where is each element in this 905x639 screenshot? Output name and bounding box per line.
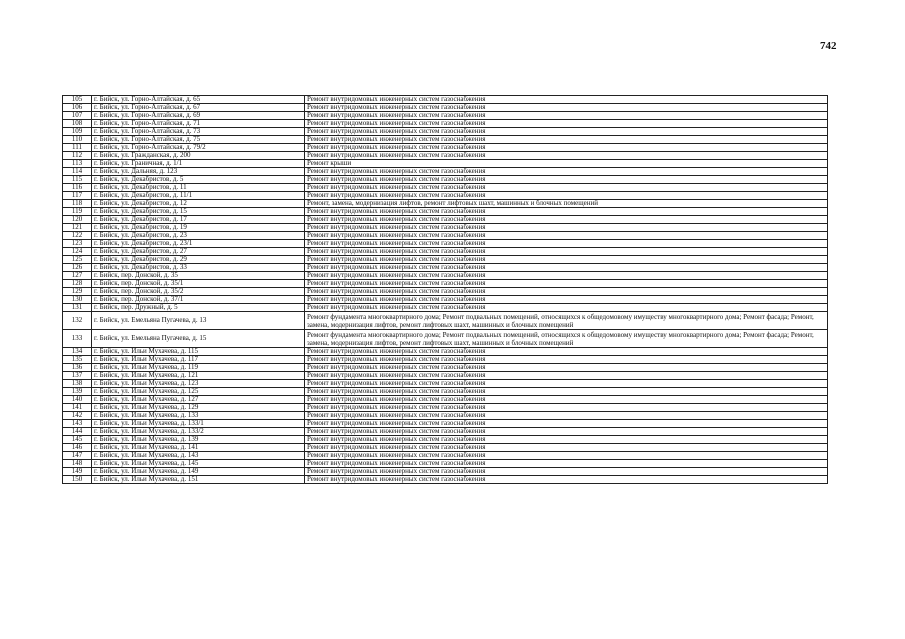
page-number: 742 — [820, 40, 837, 52]
table-row — [63, 404, 828, 412]
work-type-cell: Ремонт внутридомовых инженерных систем газоснабжения — [305, 356, 828, 364]
table-row — [63, 288, 828, 296]
row-number-cell: 117 — [63, 192, 92, 200]
table-row — [63, 436, 828, 444]
work-type-cell: Ремонт внутридомовых инженерных систем газоснабжения — [305, 468, 828, 476]
work-type-cell: Ремонт внутридомовых инженерных систем газоснабжения — [305, 296, 828, 304]
address-cell: г. Бийск, ул. Горно-Алтайская, д. 79/2 — [92, 144, 305, 152]
table-row — [63, 240, 828, 248]
table-row — [63, 104, 828, 112]
row-number-cell: 110 — [63, 136, 92, 144]
work-type-cell: Ремонт, замена, модернизация лифтов, ремонт лифтовых шахт, машинных и блочных помещений — [305, 200, 828, 208]
address-cell: г. Бийск, ул. Ильи Мухачева, д. 133/1 — [92, 420, 305, 428]
work-type-cell: Ремонт внутридомовых инженерных систем газоснабжения — [305, 232, 828, 240]
work-type-cell: Ремонт внутридомовых инженерных систем газоснабжения — [305, 224, 828, 232]
table-row — [63, 128, 828, 136]
table-row — [63, 452, 828, 460]
row-number-cell: 113 — [63, 160, 92, 168]
works-table-container — [62, 95, 828, 484]
row-number-cell: 107 — [63, 112, 92, 120]
work-type-cell: Ремонт внутридомовых инженерных систем газоснабжения — [305, 216, 828, 224]
address-cell: г. Бийск, ул. Дальняя, д. 123 — [92, 168, 305, 176]
address-cell: г. Бийск, ул. Декабристов, д. 17 — [92, 216, 305, 224]
table-row — [63, 184, 828, 192]
row-number-cell: 122 — [63, 232, 92, 240]
address-cell: г. Бийск, ул. Ильи Мухачева, д. 133 — [92, 412, 305, 420]
table-row — [63, 232, 828, 240]
work-type-cell: Ремонт внутридомовых инженерных систем газоснабжения — [305, 176, 828, 184]
table-row — [63, 364, 828, 372]
address-cell: г. Бийск, ул. Декабристов, д. 29 — [92, 256, 305, 264]
address-cell: г. Бийск, пер. Донской, д. 35 — [92, 272, 305, 280]
address-cell: г. Бийск, ул. Ильи Мухачева, д. 127 — [92, 396, 305, 404]
row-number-cell: 128 — [63, 280, 92, 288]
table-row — [63, 144, 828, 152]
table-row — [63, 192, 828, 200]
row-number-cell: 120 — [63, 216, 92, 224]
address-cell: г. Бийск, пер. Донской, д. 37/1 — [92, 296, 305, 304]
table-row — [63, 272, 828, 280]
address-cell: г. Бийск, ул. Ильи Мухачева, д. 141 — [92, 444, 305, 452]
row-number-cell: 143 — [63, 420, 92, 428]
work-type-cell: Ремонт фундамента многоквартирного дома; Ремонт подвальных помещений, относящихся к общедомовому имуществу многоквартирного дома; Ремонт фасада; Ремонт, замена, модернизация лифтов, ремонт лифтовых шахт, машинных и блочных помещений — [305, 330, 828, 348]
row-number-cell: 133 — [63, 330, 92, 348]
work-type-cell: Ремонт внутридомовых инженерных систем газоснабжения — [305, 372, 828, 380]
work-type-cell: Ремонт внутридомовых инженерных систем газоснабжения — [305, 264, 828, 272]
work-type-cell: Ремонт внутридомовых инженерных систем газоснабжения — [305, 304, 828, 312]
table-row — [63, 160, 828, 168]
address-cell: г. Бийск, ул. Ильи Мухачева, д. 123 — [92, 380, 305, 388]
table-row — [63, 312, 828, 330]
address-cell: г. Бийск, ул. Ильи Мухачева, д. 117 — [92, 356, 305, 364]
row-number-cell: 135 — [63, 356, 92, 364]
work-type-cell: Ремонт внутридомовых инженерных систем газоснабжения — [305, 452, 828, 460]
work-type-cell: Ремонт внутридомовых инженерных систем газоснабжения — [305, 388, 828, 396]
work-type-cell: Ремонт внутридомовых инженерных систем газоснабжения — [305, 272, 828, 280]
address-cell: г. Бийск, ул. Декабристов, д. 5 — [92, 176, 305, 184]
row-number-cell: 124 — [63, 248, 92, 256]
address-cell: г. Бийск, пер. Донской, д. 35/2 — [92, 288, 305, 296]
table-row — [63, 224, 828, 232]
row-number-cell: 119 — [63, 208, 92, 216]
row-number-cell: 141 — [63, 404, 92, 412]
address-cell: г. Бийск, ул. Ильи Мухачева, д. 115 — [92, 348, 305, 356]
work-type-cell: Ремонт внутридомовых инженерных систем газоснабжения — [305, 104, 828, 112]
row-number-cell: 136 — [63, 364, 92, 372]
address-cell: г. Бийск, ул. Горно-Алтайская, д. 69 — [92, 112, 305, 120]
address-cell: г. Бийск, пер. Донской, д. 35/1 — [92, 280, 305, 288]
work-type-cell: Ремонт внутридомовых инженерных систем газоснабжения — [305, 112, 828, 120]
table-row — [63, 120, 828, 128]
work-type-cell: Ремонт внутридомовых инженерных систем газоснабжения — [305, 248, 828, 256]
table-row — [63, 296, 828, 304]
address-cell: г. Бийск, ул. Декабристов, д. 11 — [92, 184, 305, 192]
work-type-cell: Ремонт внутридомовых инженерных систем газоснабжения — [305, 404, 828, 412]
address-cell: г. Бийск, ул. Декабристов, д. 33 — [92, 264, 305, 272]
table-row — [63, 264, 828, 272]
row-number-cell: 116 — [63, 184, 92, 192]
row-number-cell: 149 — [63, 468, 92, 476]
row-number-cell: 147 — [63, 452, 92, 460]
work-type-cell: Ремонт внутридомовых инженерных систем газоснабжения — [305, 168, 828, 176]
work-type-cell: Ремонт внутридомовых инженерных систем газоснабжения — [305, 240, 828, 248]
table-row — [63, 468, 828, 476]
work-type-cell: Ремонт внутридомовых инженерных систем газоснабжения — [305, 144, 828, 152]
row-number-cell: 125 — [63, 256, 92, 264]
row-number-cell: 108 — [63, 120, 92, 128]
address-cell: г. Бийск, ул. Гражданская, д. 200 — [92, 152, 305, 160]
address-cell: г. Бийск, ул. Декабристов, д. 15 — [92, 208, 305, 216]
works-table — [62, 95, 828, 484]
row-number-cell: 109 — [63, 128, 92, 136]
row-number-cell: 132 — [63, 312, 92, 330]
work-type-cell: Ремонт внутридомовых инженерных систем газоснабжения — [305, 136, 828, 144]
work-type-cell: Ремонт внутридомовых инженерных систем газоснабжения — [305, 380, 828, 388]
table-row — [63, 460, 828, 468]
table-row — [63, 444, 828, 452]
table-row — [63, 348, 828, 356]
table-row — [63, 112, 828, 120]
address-cell: г. Бийск, ул. Горно-Алтайская, д. 73 — [92, 128, 305, 136]
address-cell: г. Бийск, ул. Горно-Алтайская, д. 71 — [92, 120, 305, 128]
address-cell: г. Бийск, ул. Ильи Мухачева, д. 121 — [92, 372, 305, 380]
address-cell: г. Бийск, ул. Ильи Мухачева, д. 129 — [92, 404, 305, 412]
row-number-cell: 129 — [63, 288, 92, 296]
row-number-cell: 118 — [63, 200, 92, 208]
row-number-cell: 138 — [63, 380, 92, 388]
work-type-cell: Ремонт внутридомовых инженерных систем газоснабжения — [305, 120, 828, 128]
address-cell: г. Бийск, ул. Ильи Мухачева, д. 151 — [92, 476, 305, 484]
table-row — [63, 412, 828, 420]
work-type-cell: Ремонт внутридомовых инженерных систем газоснабжения — [305, 396, 828, 404]
row-number-cell: 134 — [63, 348, 92, 356]
address-cell: г. Бийск, ул. Ильи Мухачева, д. 149 — [92, 468, 305, 476]
table-row — [63, 356, 828, 364]
address-cell: г. Бийск, ул. Горно-Алтайская, д. 65 — [92, 96, 305, 104]
address-cell: г. Бийск, ул. Ильи Мухачева, д. 139 — [92, 436, 305, 444]
row-number-cell: 115 — [63, 176, 92, 184]
row-number-cell: 114 — [63, 168, 92, 176]
address-cell: г. Бийск, ул. Ильи Мухачева, д. 143 — [92, 452, 305, 460]
table-row — [63, 176, 828, 184]
row-number-cell: 126 — [63, 264, 92, 272]
row-number-cell: 142 — [63, 412, 92, 420]
table-row — [63, 420, 828, 428]
work-type-cell: Ремонт внутридомовых инженерных систем газоснабжения — [305, 288, 828, 296]
table-row — [63, 380, 828, 388]
table-row — [63, 280, 828, 288]
table-row — [63, 168, 828, 176]
table-row — [63, 208, 828, 216]
work-type-cell: Ремонт внутридомовых инженерных систем газоснабжения — [305, 444, 828, 452]
address-cell: г. Бийск, ул. Ильи Мухачева, д. 125 — [92, 388, 305, 396]
table-row — [63, 476, 828, 484]
work-type-cell: Ремонт внутридомовых инженерных систем газоснабжения — [305, 476, 828, 484]
address-cell: г. Бийск, ул. Ильи Мухачева, д. 119 — [92, 364, 305, 372]
work-type-cell: Ремонт внутридомовых инженерных систем газоснабжения — [305, 256, 828, 264]
row-number-cell: 144 — [63, 428, 92, 436]
address-cell: г. Бийск, ул. Емельяна Пугачева, д. 13 — [92, 312, 305, 330]
table-row — [63, 428, 828, 436]
table-row — [63, 96, 828, 104]
address-cell: г. Бийск, ул. Декабристов, д. 23/1 — [92, 240, 305, 248]
table-row — [63, 396, 828, 404]
work-type-cell: Ремонт внутридомовых инженерных систем газоснабжения — [305, 348, 828, 356]
address-cell: г. Бийск, ул. Декабристов, д. 23 — [92, 232, 305, 240]
work-type-cell: Ремонт внутридомовых инженерных систем газоснабжения — [305, 428, 828, 436]
work-type-cell: Ремонт внутридомовых инженерных систем газоснабжения — [305, 192, 828, 200]
works-table-body — [63, 96, 828, 484]
address-cell: г. Бийск, ул. Ильи Мухачева, д. 145 — [92, 460, 305, 468]
row-number-cell: 130 — [63, 296, 92, 304]
table-row — [63, 152, 828, 160]
table-row — [63, 200, 828, 208]
row-number-cell: 150 — [63, 476, 92, 484]
table-row — [63, 256, 828, 264]
address-cell: г. Бийск, ул. Горно-Алтайская, д. 75 — [92, 136, 305, 144]
row-number-cell: 139 — [63, 388, 92, 396]
table-row — [63, 330, 828, 348]
work-type-cell: Ремонт внутридомовых инженерных систем газоснабжения — [305, 280, 828, 288]
row-number-cell: 145 — [63, 436, 92, 444]
row-number-cell: 127 — [63, 272, 92, 280]
row-number-cell: 123 — [63, 240, 92, 248]
table-row — [63, 248, 828, 256]
table-row — [63, 136, 828, 144]
row-number-cell: 140 — [63, 396, 92, 404]
work-type-cell: Ремонт внутридомовых инженерных систем газоснабжения — [305, 412, 828, 420]
address-cell: г. Бийск, ул. Горно-Алтайская, д. 67 — [92, 104, 305, 112]
address-cell: г. Бийск, ул. Декабристов, д. 12 — [92, 200, 305, 208]
work-type-cell: Ремонт внутридомовых инженерных систем газоснабжения — [305, 184, 828, 192]
work-type-cell: Ремонт внутридомовых инженерных систем газоснабжения — [305, 364, 828, 372]
address-cell: г. Бийск, ул. Граничная, д. 1/1 — [92, 160, 305, 168]
row-number-cell: 112 — [63, 152, 92, 160]
row-number-cell: 146 — [63, 444, 92, 452]
address-cell: г. Бийск, пер. Дружный, д. 5 — [92, 304, 305, 312]
work-type-cell: Ремонт внутридомовых инженерных систем газоснабжения — [305, 128, 828, 136]
address-cell: г. Бийск, ул. Декабристов, д. 11/1 — [92, 192, 305, 200]
work-type-cell: Ремонт внутридомовых инженерных систем газоснабжения — [305, 436, 828, 444]
table-row — [63, 388, 828, 396]
table-row — [63, 372, 828, 380]
work-type-cell: Ремонт внутридомовых инженерных систем газоснабжения — [305, 208, 828, 216]
work-type-cell: Ремонт внутридомовых инженерных систем газоснабжения — [305, 420, 828, 428]
row-number-cell: 137 — [63, 372, 92, 380]
work-type-cell: Ремонт фундамента многоквартирного дома; Ремонт подвальных помещений, относящихся к общедомовому имуществу многоквартирного дома; Ремонт фасада; Ремонт, замена, модернизация лифтов, ремонт лифтовых шахт, машинных и блочных помещений — [305, 312, 828, 330]
row-number-cell: 111 — [63, 144, 92, 152]
row-number-cell: 106 — [63, 104, 92, 112]
address-cell: г. Бийск, ул. Декабристов, д. 19 — [92, 224, 305, 232]
address-cell: г. Бийск, ул. Емельяна Пугачева, д. 15 — [92, 330, 305, 348]
work-type-cell: Ремонт внутридомовых инженерных систем газоснабжения — [305, 96, 828, 104]
row-number-cell: 105 — [63, 96, 92, 104]
address-cell: г. Бийск, ул. Декабристов, д. 27 — [92, 248, 305, 256]
work-type-cell: Ремонт внутридомовых инженерных систем газоснабжения — [305, 152, 828, 160]
table-row — [63, 216, 828, 224]
row-number-cell: 148 — [63, 460, 92, 468]
work-type-cell: Ремонт внутридомовых инженерных систем газоснабжения — [305, 460, 828, 468]
work-type-cell: Ремонт крыши — [305, 160, 828, 168]
row-number-cell: 131 — [63, 304, 92, 312]
row-number-cell: 121 — [63, 224, 92, 232]
address-cell: г. Бийск, ул. Ильи Мухачева, д. 133/2 — [92, 428, 305, 436]
table-row — [63, 304, 828, 312]
